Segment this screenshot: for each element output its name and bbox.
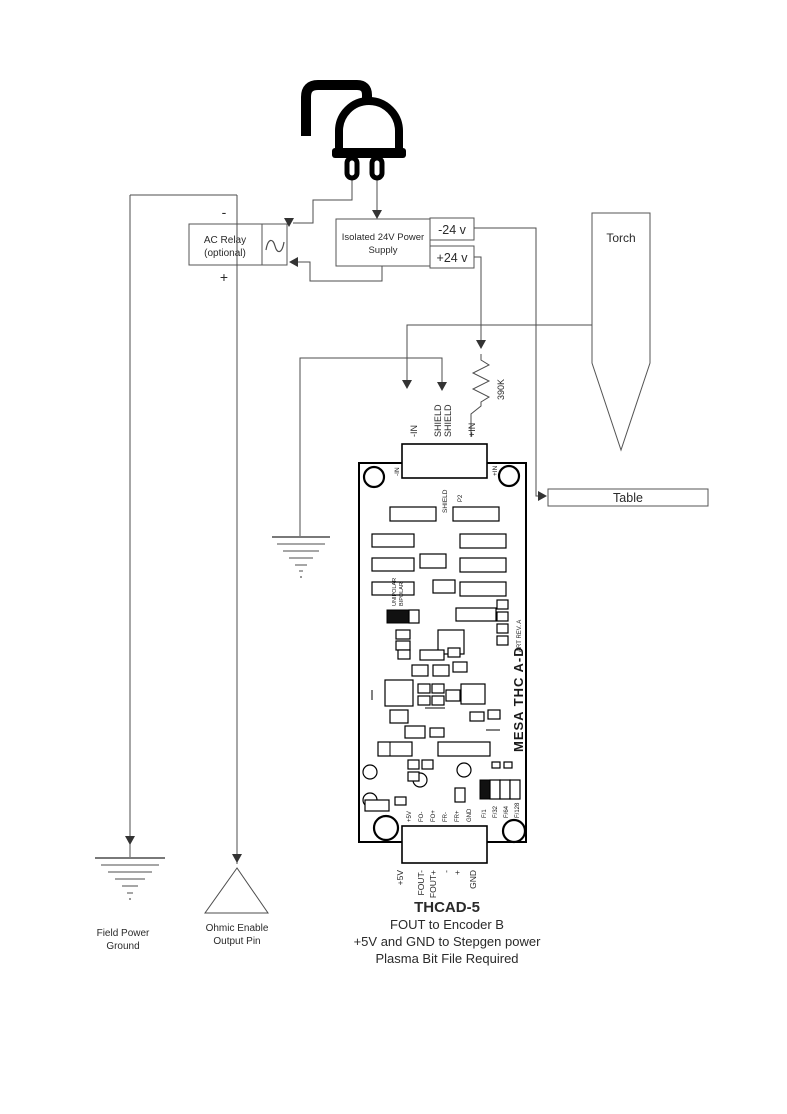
board-component	[455, 788, 465, 802]
board-component	[470, 712, 484, 721]
pin-label: FO+	[431, 810, 437, 822]
wire-pos24-to-resistor	[474, 257, 481, 347]
mounting-hole	[503, 820, 525, 842]
ohmic-enable-triangle	[205, 868, 269, 947]
pin-label: GND	[467, 808, 473, 822]
board-component	[420, 554, 446, 568]
board-component	[396, 641, 410, 650]
thcad-board	[359, 444, 526, 863]
connector-label: +	[452, 870, 462, 875]
caption-title: THCAD-5	[414, 899, 480, 916]
board-component	[438, 742, 490, 756]
connector-label: +5V	[395, 870, 405, 886]
freq-jumper-off	[490, 780, 500, 799]
caption-line: +5V and GND to Stepgen power	[353, 934, 541, 949]
board-component	[405, 726, 425, 738]
freq-pin-label: F/1	[482, 809, 488, 818]
caption-line: Plasma Bit File Required	[375, 951, 519, 966]
plug-prong	[347, 158, 357, 178]
pin-label: FR-	[443, 812, 449, 822]
board-component	[422, 760, 433, 769]
relay-plus-label: +	[219, 269, 229, 285]
plug-body	[339, 101, 399, 153]
board-rev-text: ART REV. A	[517, 619, 523, 652]
field-ground-label: Field Power	[96, 928, 150, 939]
mounting-hole	[499, 466, 519, 486]
board-component	[395, 797, 406, 805]
board-component	[433, 665, 449, 676]
board-component	[430, 728, 444, 737]
board-component	[453, 662, 467, 672]
board-component	[408, 772, 419, 781]
ohmic-sublabel: Output Pin	[213, 936, 261, 947]
arrowhead	[232, 854, 242, 863]
torch-label: Torch	[606, 231, 636, 245]
ac-relay-box	[189, 224, 287, 265]
torch-shape	[592, 213, 650, 450]
silkscreen-bipolar: BIPOLAR	[399, 582, 405, 606]
board-component	[456, 608, 496, 621]
triangle-outline	[205, 868, 268, 913]
board-component	[453, 507, 499, 521]
board-component	[372, 534, 414, 547]
in-neg-label: -IN	[409, 425, 419, 437]
silkscreen-unipolar: UNIPOLAR	[392, 577, 398, 606]
freq-pin-label: F/64	[504, 805, 510, 818]
transistor	[363, 765, 377, 779]
arrowhead	[372, 210, 382, 219]
board-component	[420, 650, 444, 660]
board-component	[488, 710, 500, 719]
board-component	[497, 600, 508, 609]
silkscreen-p2: P2	[458, 494, 464, 502]
mounting-hole	[364, 467, 384, 487]
ac-relay-label: AC Relay	[203, 235, 247, 246]
table-label: Table	[613, 491, 643, 505]
board-component	[497, 624, 508, 633]
board-component	[492, 762, 500, 768]
board-component	[460, 582, 506, 596]
bottom-connector	[402, 826, 487, 863]
board-component	[497, 636, 508, 645]
pos-24v-label: +24 v	[436, 251, 468, 265]
freq-jumper-on	[480, 780, 490, 799]
board-component	[390, 507, 436, 521]
board-component	[432, 684, 444, 693]
freq-jumper-block	[480, 780, 520, 799]
board-component	[432, 696, 444, 705]
pin-label: FO-	[419, 811, 425, 822]
board-component	[408, 760, 419, 769]
caption-block	[354, 899, 541, 966]
plug-prong	[372, 158, 382, 178]
freq-pin-label: F/32	[493, 805, 499, 818]
table-box	[548, 489, 708, 506]
power-supply-label: Isolated 24V Power	[341, 232, 425, 243]
board-component	[372, 558, 414, 571]
board-component	[460, 558, 506, 572]
shield-ground-symbol	[272, 537, 330, 578]
board-component	[390, 710, 408, 723]
wire-torch-to-in-neg	[407, 325, 592, 387]
board-component	[497, 612, 508, 621]
top-connector	[402, 444, 487, 478]
freq-pin-label: F/128	[515, 802, 521, 818]
board-component	[378, 742, 412, 756]
silkscreen-in-neg: -IN	[394, 467, 401, 476]
board-component	[446, 690, 460, 701]
board-component	[460, 534, 506, 548]
neg-24v-box	[430, 218, 474, 240]
power-supply-box	[336, 219, 430, 266]
connector-label: FOUT+	[428, 870, 438, 899]
field-power-ground-symbol	[95, 858, 165, 952]
plug-base	[332, 148, 406, 158]
transistor	[457, 763, 471, 777]
freq-jumper-off	[510, 780, 520, 799]
arrowhead	[476, 340, 486, 349]
ground-dot	[300, 576, 302, 578]
board-component	[461, 684, 485, 704]
board-component	[504, 762, 512, 768]
arrowhead	[289, 257, 298, 267]
in-pos-label: +IN	[467, 422, 477, 437]
pos-24v-box	[430, 246, 474, 268]
wire-plug-to-relay	[293, 177, 352, 223]
board-component	[398, 650, 410, 659]
jumper-block	[387, 610, 409, 623]
board-brand-text: MESA THC A-D	[511, 646, 526, 752]
neg-24v-label: -24 v	[438, 223, 466, 237]
power-supply-sublabel: Supply	[368, 245, 398, 256]
silkscreen-shield: SHIELD	[442, 489, 449, 513]
resistor-value-label: 390K	[496, 378, 506, 400]
torch-outline	[592, 213, 650, 450]
arrowhead	[125, 836, 135, 845]
ground-dot	[129, 898, 131, 900]
jumper-block-empty	[409, 610, 419, 623]
pin-label: FR+	[455, 810, 461, 822]
connector-labels	[395, 870, 478, 898]
field-ground-sublabel: Ground	[106, 941, 140, 952]
board-component	[385, 680, 413, 706]
caption-line: FOUT to Encoder B	[390, 917, 504, 932]
ohmic-label: Ohmic Enable	[205, 923, 269, 934]
silkscreen-in-pos: +IN	[492, 465, 499, 476]
freq-jumper-off	[500, 780, 510, 799]
mounting-hole	[374, 816, 398, 840]
power-plug-icon	[306, 85, 406, 178]
board-component	[418, 684, 430, 693]
arrowhead	[437, 382, 447, 391]
connector-label: GND	[468, 870, 478, 889]
board-component	[365, 800, 389, 811]
connector-label: -	[441, 870, 451, 873]
board-component	[418, 696, 430, 705]
arrowhead	[402, 380, 412, 389]
arrowhead	[538, 491, 547, 501]
board-component	[448, 648, 460, 657]
board-component	[433, 580, 455, 593]
ac-relay-sublabel: (optional)	[204, 248, 246, 259]
shield-label: SHIELD	[433, 404, 443, 437]
board-component	[412, 665, 428, 676]
relay-minus-label: -	[221, 204, 227, 220]
board-component	[396, 630, 410, 639]
pin-label: +5V	[407, 811, 413, 822]
shield-label: SHIELD	[443, 404, 453, 437]
connector-label: FOUT-	[416, 870, 426, 896]
